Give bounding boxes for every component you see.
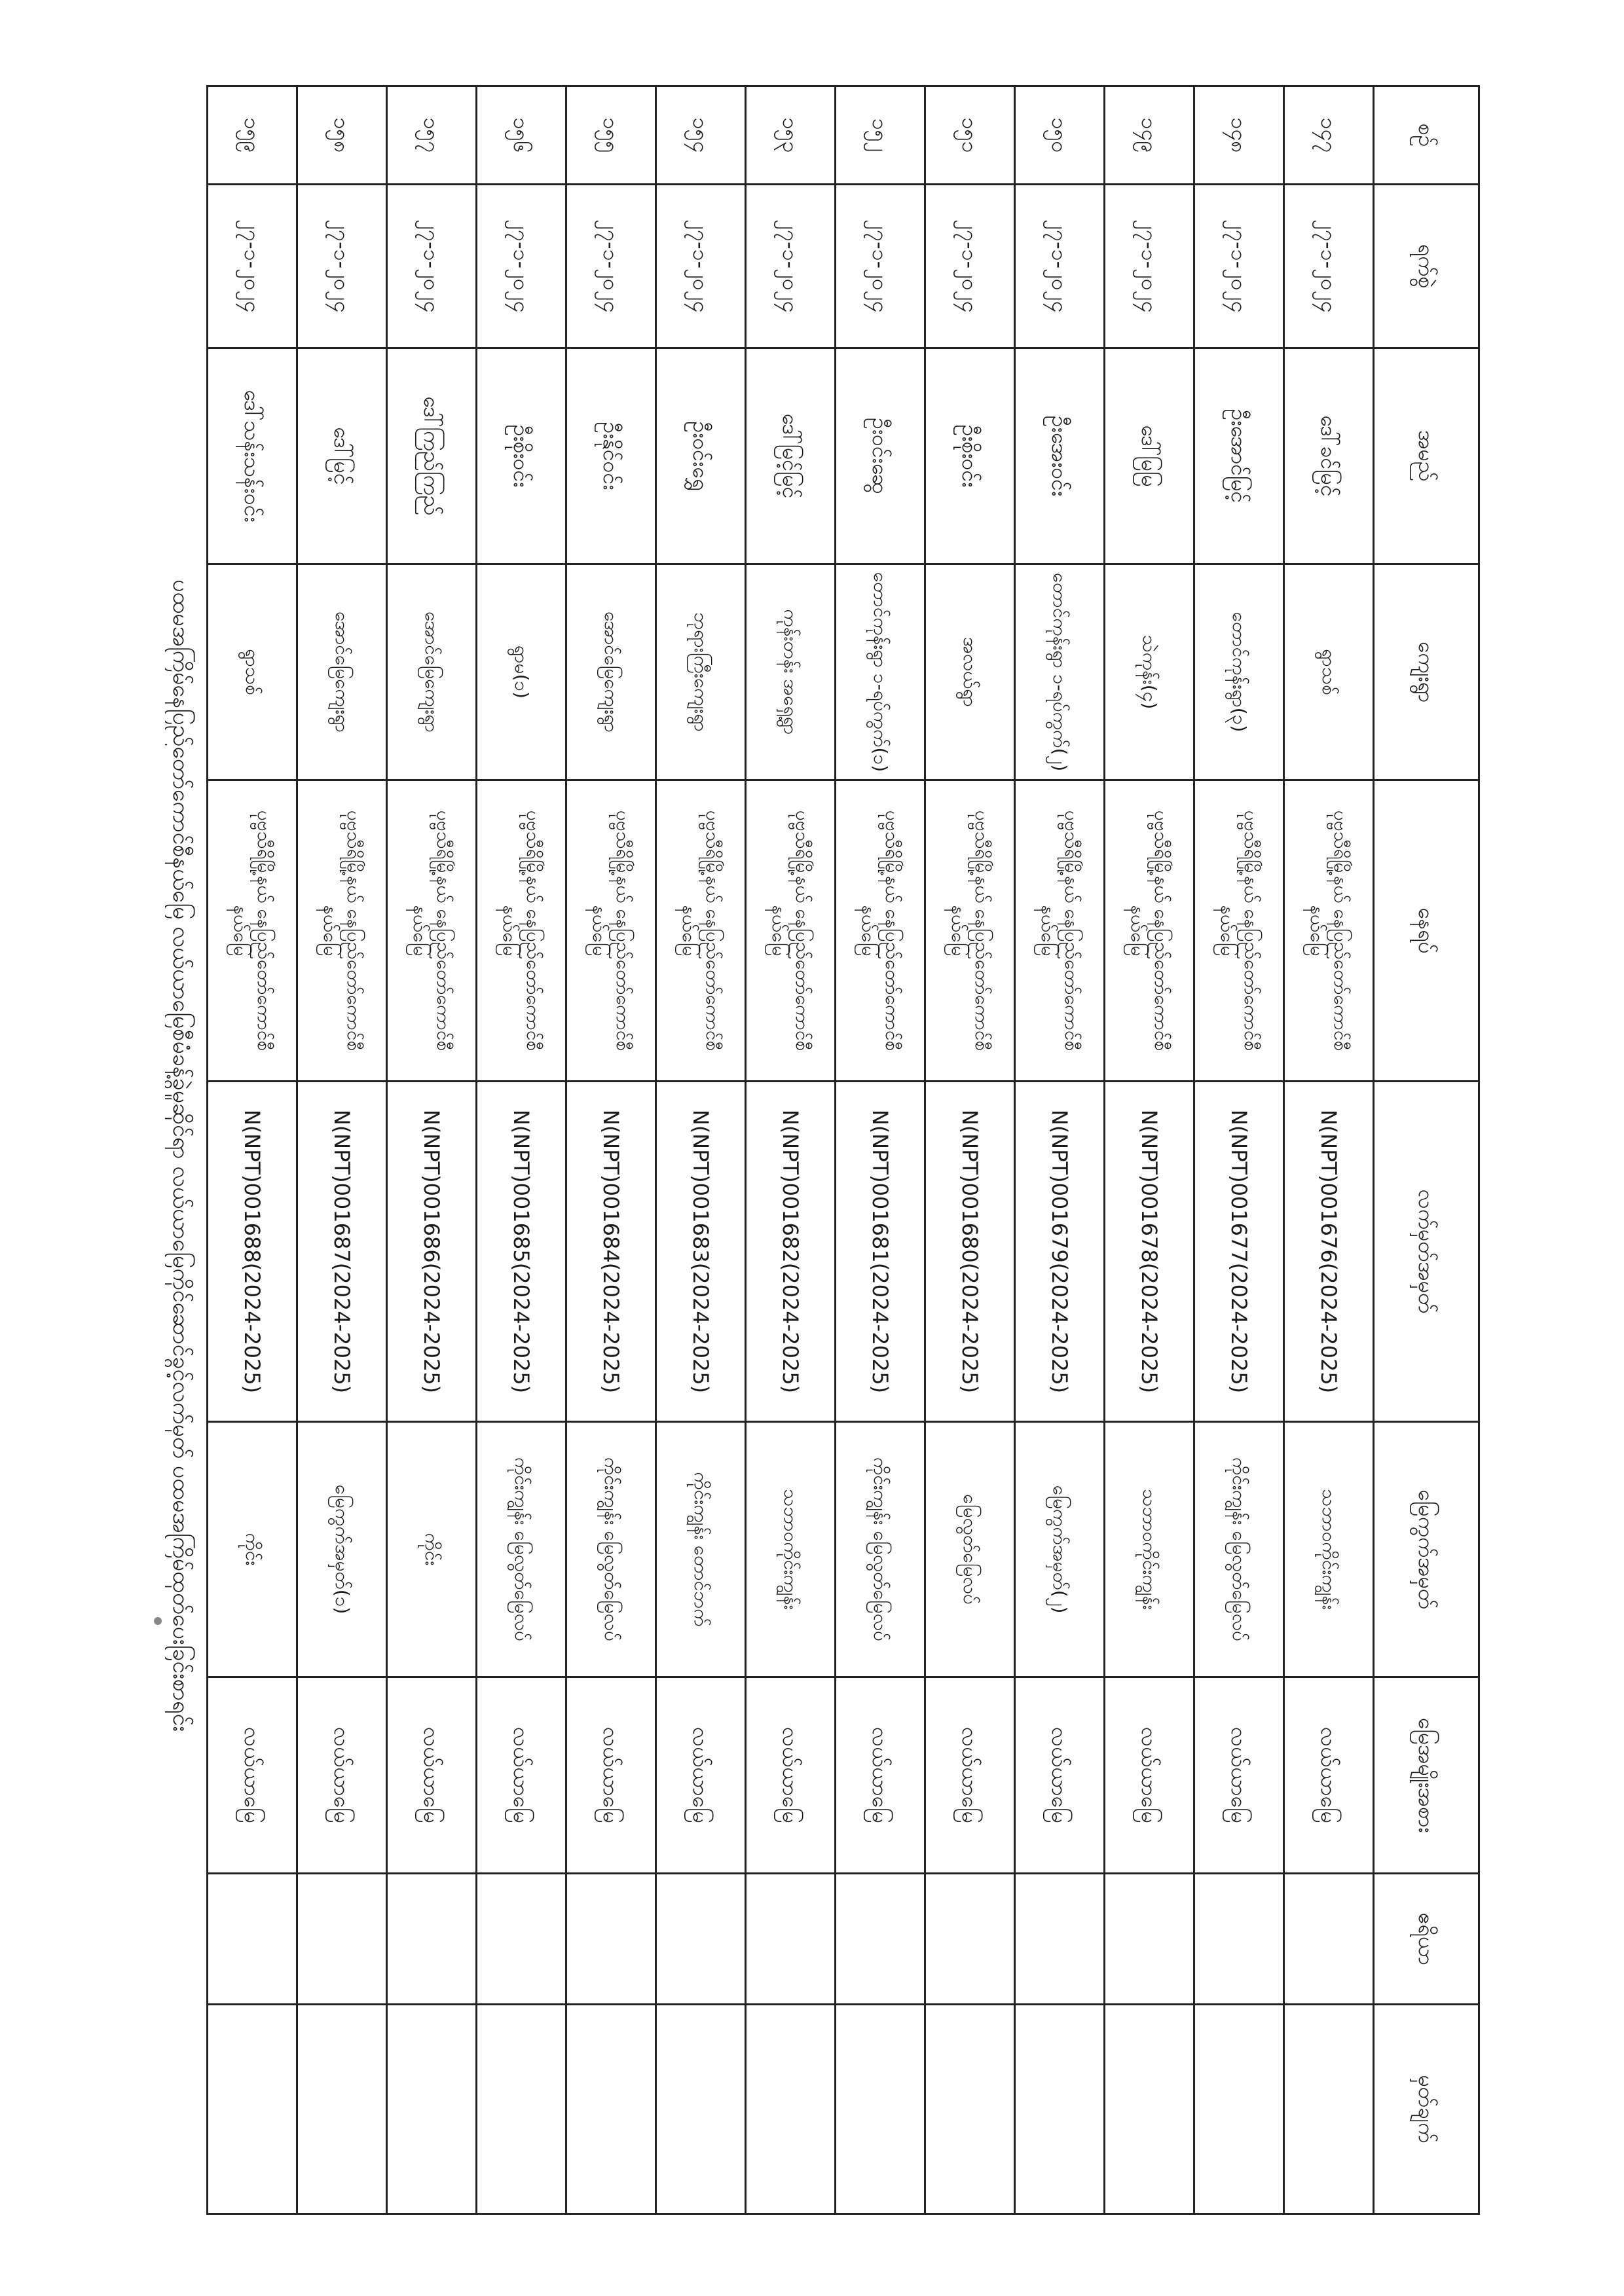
header-area: ဧရိယာ bbox=[1374, 1874, 1479, 2005]
cell-type: လယ်ယာမြေ bbox=[477, 1677, 566, 1874]
header-cert: လက်မှတ်အမှတ် bbox=[1374, 1082, 1479, 1422]
cell-address: ပုဗ္ဗသီရိမြို့နယ် နေပြည်တော်ကောင်စီနယ်မြေ bbox=[1284, 780, 1374, 1082]
header-plot: မြေကွက်အမှတ် bbox=[1374, 1422, 1479, 1677]
cell-name: ဒေါ်မြင့် bbox=[297, 348, 387, 564]
cell-remark bbox=[1194, 2005, 1284, 2214]
header-date: ရက်စွဲ bbox=[1374, 185, 1479, 348]
cell-area bbox=[566, 1874, 656, 2005]
table-row bbox=[297, 86, 387, 2214]
cell-date: ၂၇-၁-၂၀၂၄ bbox=[387, 185, 477, 348]
header-address: နေရပ် bbox=[1374, 780, 1479, 1082]
cell-date: ၂၇-၁-၂၀၂၄ bbox=[1105, 185, 1194, 348]
cell-plot: မြေလွတ်မြေလပ် bbox=[925, 1422, 1015, 1677]
cell-village: ဘုရားကြီးကျေးရွာ bbox=[656, 564, 746, 780]
cell-plot: ကိုင်းကျွန်း မြေလွတ်မြေလပ် bbox=[477, 1422, 566, 1677]
cell-cert: N(NPT)001684(2024-2025) bbox=[566, 1082, 656, 1422]
cell-no: ၁၄၈ bbox=[1194, 86, 1284, 185]
cell-cert: N(NPT)001683(2024-2025) bbox=[656, 1082, 746, 1422]
cell-plot: သဘာဝကိုင်းကျွန်း bbox=[1105, 1422, 1194, 1677]
cell-remark bbox=[477, 2005, 566, 2214]
cell-type: လယ်ယာမြေ bbox=[1015, 1677, 1105, 1874]
cell-no: ၁၅၅ bbox=[566, 86, 656, 185]
cell-area bbox=[477, 1874, 566, 2005]
cell-remark bbox=[566, 2005, 656, 2214]
scan-dot bbox=[154, 1617, 162, 1625]
land-certificate-table bbox=[206, 85, 1480, 2215]
cell-area bbox=[925, 1874, 1015, 2005]
cell-area bbox=[656, 1874, 746, 2005]
document-title: ပထမအကြိမ်နေပြည်တော်ကောင်စီနယ်မြေ လယ်ယာမြေစီမံခန့်ခွဲမှုဆိုင်ရာ လယ်ယာမြေကိုင်ဆောင်ခွင့်လက်မှတ် ပထမအကြိမ်ထုတ်ပေးခြင်းစာရင်း bbox=[168, 579, 194, 1732]
cell-remark bbox=[297, 2005, 387, 2214]
cell-name: ဒေါ်ခင်မြင့် bbox=[1284, 348, 1374, 564]
cell-date: ၂၇-၁-၂၀၂၄ bbox=[297, 185, 387, 348]
cell-remark bbox=[836, 2005, 925, 2214]
cell-plot: ကိုင်း bbox=[208, 1422, 297, 1677]
cell-remark bbox=[387, 2005, 477, 2214]
cell-village: ရွာမ(၁) bbox=[477, 564, 566, 780]
cell-village: အောင်မြေကျေးရွာ bbox=[566, 564, 656, 780]
cell-type: လယ်ယာမြေ bbox=[297, 1677, 387, 1874]
cell-village: တောင်ကုန်းရွာ(၃) bbox=[1194, 564, 1284, 780]
cell-type: လယ်ယာမြေ bbox=[1284, 1677, 1374, 1874]
cell-area bbox=[1194, 1874, 1284, 2005]
table-row bbox=[387, 86, 477, 2214]
cell-date: ၂၇-၁-၂၀၂၄ bbox=[1284, 185, 1374, 348]
table-row bbox=[1015, 86, 1105, 2214]
cell-address: ပုဗ္ဗသီရိမြို့နယ် နေပြည်တော်ကောင်စီနယ်မြေ bbox=[208, 780, 297, 1082]
cell-address: ပုဗ္ဗသီရိမြို့နယ် နေပြည်တော်ကောင်စီနယ်မြေ bbox=[566, 780, 656, 1082]
cell-date: ၂၇-၁-၂၀၂၄ bbox=[1015, 185, 1105, 348]
cell-name: ဒေါ်မြင့်မြင့် bbox=[746, 348, 836, 564]
cell-village: အောင်မြေကျေးရွာ bbox=[297, 564, 387, 780]
cell-name: ဦးစိုးဝင်း bbox=[477, 348, 566, 564]
cell-date: ၂၇-၁-၂၀၂၄ bbox=[746, 185, 836, 348]
cell-name: ဒေါ်မြမြ bbox=[1105, 348, 1194, 564]
cell-address: ပုဗ္ဗသီရိမြို့နယ် နေပြည်တော်ကောင်စီနယ်မြေ bbox=[1015, 780, 1105, 1082]
table-row bbox=[1284, 86, 1374, 2214]
cell-no: ၁၅၁ bbox=[925, 86, 1015, 185]
cell-plot: ကိုင်းကျွန်း တောင်ဘက် bbox=[656, 1422, 746, 1677]
cell-cert: N(NPT)001685(2024-2025) bbox=[477, 1082, 566, 1422]
cell-name: ဒေါ်သန်းသန်းဝင်း bbox=[208, 348, 297, 564]
cell-date: ၂၇-၁-၂၀၂၄ bbox=[477, 185, 566, 348]
cell-plot: မြေကွက်အမှတ်(၂) bbox=[1015, 1422, 1105, 1677]
cell-plot: ကိုင်းကျွန်း မြေလွတ်မြေလပ် bbox=[566, 1422, 656, 1677]
cell-no: ၁၅၉ bbox=[208, 86, 297, 185]
cell-village: ရွာသစ် bbox=[208, 564, 297, 780]
cell-type: လယ်ယာမြေ bbox=[1105, 1677, 1194, 1874]
cell-cert: N(NPT)001688(2024-2025) bbox=[208, 1082, 297, 1422]
table-row bbox=[208, 86, 297, 2214]
cell-plot: သဘာဝကိုင်းကျွန်း bbox=[1284, 1422, 1374, 1677]
cell-village: သဲကုန်း(၄) bbox=[1105, 564, 1194, 780]
cell-address: ပုဗ္ဗသီရိမြို့နယ် နေပြည်တော်ကောင်စီနယ်မြေ bbox=[836, 780, 925, 1082]
cell-remark bbox=[1105, 2005, 1194, 2214]
cell-date: ၂၇-၁-၂၀၂၄ bbox=[566, 185, 656, 348]
cell-no: ၁၅၆ bbox=[477, 86, 566, 185]
cell-name: ဦးစိုးဝင်း bbox=[925, 348, 1015, 564]
cell-cert: N(NPT)001687(2024-2025) bbox=[297, 1082, 387, 1422]
cell-remark bbox=[656, 2005, 746, 2214]
cell-plot: ကိုင်းကျွန်း မြေလွတ်မြေလပ် bbox=[836, 1422, 925, 1677]
table-row bbox=[836, 86, 925, 2214]
cell-type: လယ်ယာမြေ bbox=[208, 1677, 297, 1874]
cell-cert: N(NPT)001678(2024-2025) bbox=[1105, 1082, 1194, 1422]
cell-no: ၁၄၉ bbox=[1105, 86, 1194, 185]
cell-name: ဦးအောင်မြင့် bbox=[1194, 348, 1284, 564]
table-row bbox=[656, 86, 746, 2214]
cell-village: ရွာသစ် bbox=[1284, 564, 1374, 780]
cell-remark bbox=[208, 2005, 297, 2214]
cell-type: လယ်ယာမြေ bbox=[387, 1677, 477, 1874]
cell-area bbox=[208, 1874, 297, 2005]
cell-cert: N(NPT)001682(2024-2025) bbox=[746, 1082, 836, 1422]
cell-cert: N(NPT)001686(2024-2025) bbox=[387, 1082, 477, 1422]
cell-no: ၁၅၈ bbox=[297, 86, 387, 185]
cell-name: ဦးဝင်းဆွေ bbox=[836, 348, 925, 564]
table-row bbox=[566, 86, 656, 2214]
cell-cert: N(NPT)001681(2024-2025) bbox=[836, 1082, 925, 1422]
cell-area bbox=[1284, 1874, 1374, 2005]
header-village: ကျေးရွာ bbox=[1374, 564, 1479, 780]
table-row bbox=[1194, 86, 1284, 2214]
cell-name: ဒေါ်ကြည်ကြည် bbox=[387, 348, 477, 564]
header-type: မြေအမျိုးအစား bbox=[1374, 1677, 1479, 1874]
cell-name: ဦးနိုင်ဝင်း bbox=[566, 348, 656, 564]
cell-address: ပုဗ္ဗသီရိမြို့နယ် နေပြည်တော်ကောင်စီနယ်မြေ bbox=[746, 780, 836, 1082]
cell-type: လယ်ယာမြေ bbox=[836, 1677, 925, 1874]
cell-address: ပုဗ္ဗသီရိမြို့နယ် နေပြည်တော်ကောင်စီနယ်မြေ bbox=[1105, 780, 1194, 1082]
cell-date: ၂၇-၁-၂၀၂၄ bbox=[925, 185, 1015, 348]
table-row bbox=[1105, 86, 1194, 2214]
table-row bbox=[925, 86, 1015, 2214]
cell-no: ၁၅၄ bbox=[656, 86, 746, 185]
table-row bbox=[746, 86, 836, 2214]
cell-type: လယ်ယာမြေ bbox=[746, 1677, 836, 1874]
cell-name: ဦးဝင်းရွှေ bbox=[656, 348, 746, 564]
cell-address: ပုဗ္ဗသီရိမြို့နယ် နေပြည်တော်ကောင်စီနယ်မြေ bbox=[925, 780, 1015, 1082]
cell-remark bbox=[925, 2005, 1015, 2214]
cell-area bbox=[297, 1874, 387, 2005]
cell-cert: N(NPT)001677(2024-2025) bbox=[1194, 1082, 1284, 1422]
cell-date: ၂၇-၁-၂၀၂၄ bbox=[208, 185, 297, 348]
cell-type: လယ်ယာမြေ bbox=[1194, 1677, 1284, 1874]
cell-village: အောင်မြေကျေးရွာ bbox=[387, 564, 477, 780]
cell-address: ပုဗ္ဗသီရိမြို့နယ် နေပြည်တော်ကောင်စီနယ်မြေ bbox=[387, 780, 477, 1082]
cell-village: အလယ်ရွာ bbox=[925, 564, 1015, 780]
cell-type: လယ်ယာမြေ bbox=[656, 1677, 746, 1874]
cell-plot: ကိုင်းကျွန်း မြေလွတ်မြေလပ် bbox=[1194, 1422, 1284, 1677]
cell-village: ကုန်းတန်း အရှေ့ရွာ bbox=[746, 564, 836, 780]
cell-address: ပုဗ္ဗသီရိမြို့နယ် နေပြည်တော်ကောင်စီနယ်မြေ bbox=[656, 780, 746, 1082]
cell-no: ၁၄၇ bbox=[1284, 86, 1374, 185]
table-row bbox=[477, 86, 566, 2214]
cell-type: လယ်ယာမြေ bbox=[925, 1677, 1015, 1874]
cell-no: ၁၅၀ bbox=[1015, 86, 1105, 185]
cell-address: ပုဗ္ဗသီရိမြို့နယ် နေပြည်တော်ကောင်စီနယ်မြေ bbox=[1194, 780, 1284, 1082]
header-remark: မှတ်ချက် bbox=[1374, 2005, 1479, 2214]
cell-area bbox=[1015, 1874, 1105, 2005]
cell-no: ၁၅၇ bbox=[387, 86, 477, 185]
cell-address: ပုဗ္ဗသီရိမြို့နယ် နေပြည်တော်ကောင်စီနယ်မြေ bbox=[297, 780, 387, 1082]
cell-no: ၁၅၃ bbox=[746, 86, 836, 185]
cell-no: ၁၅၂ bbox=[836, 86, 925, 185]
rotated-page bbox=[164, 72, 1480, 2232]
cell-cert: N(NPT)001676(2024-2025) bbox=[1284, 1082, 1374, 1422]
cell-area bbox=[387, 1874, 477, 2005]
cell-remark bbox=[1015, 2005, 1105, 2214]
cell-cert: N(NPT)001680(2024-2025) bbox=[925, 1082, 1015, 1422]
header-name: အမည် bbox=[1374, 348, 1479, 564]
header-no: စဉ် bbox=[1374, 86, 1479, 185]
cell-type: လယ်ယာမြေ bbox=[566, 1677, 656, 1874]
cell-plot: သဘာဝကိုင်းကျွန်း bbox=[746, 1422, 836, 1677]
cell-remark bbox=[1284, 2005, 1374, 2214]
cell-area bbox=[746, 1874, 836, 2005]
cell-date: ၂၇-၁-၂၀၂၄ bbox=[656, 185, 746, 348]
cell-name: ဦးအေးဝင်း bbox=[1015, 348, 1105, 564]
cell-village: တောင်ကုန်းရွာ ၁-ရပ်ကွက်(၂) bbox=[1015, 564, 1105, 780]
cell-plot: မြေကွက်အမှတ်(၁) bbox=[297, 1422, 387, 1677]
cell-area bbox=[836, 1874, 925, 2005]
cell-area bbox=[1105, 1874, 1194, 2005]
cell-village: တောင်ကုန်းရွာ ၁-ရပ်ကွက်(၁) bbox=[836, 564, 925, 780]
cell-remark bbox=[746, 2005, 836, 2214]
header-row bbox=[1374, 86, 1479, 2214]
cell-cert: N(NPT)001679(2024-2025) bbox=[1015, 1082, 1105, 1422]
cell-address: ပုဗ္ဗသီရိမြို့နယ် နေပြည်တော်ကောင်စီနယ်မြေ bbox=[477, 780, 566, 1082]
cell-date: ၂၇-၁-၂၀၂၄ bbox=[836, 185, 925, 348]
cell-plot: ကိုင်း bbox=[387, 1422, 477, 1677]
cell-date: ၂၇-၁-၂၀၂၄ bbox=[1194, 185, 1284, 348]
